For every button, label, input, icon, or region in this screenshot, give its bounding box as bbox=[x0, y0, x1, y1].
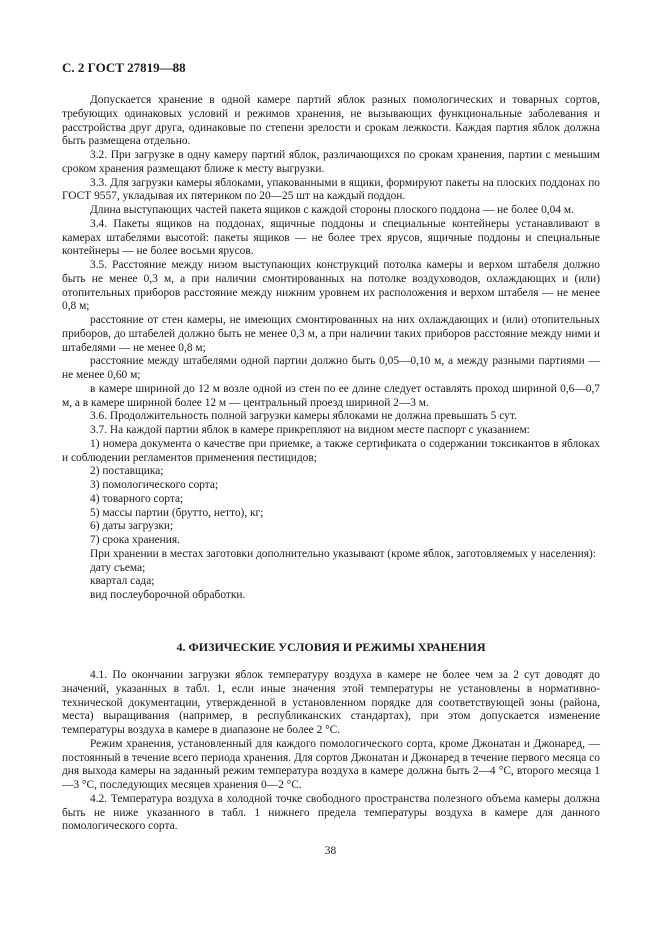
paragraph: 3.4. Пакеты ящиков на поддонах, ящичные поддоны и специальные контейнеры устанавливают в камерах штабелями высотой: пакеты ящиков — не более трех ярусов, ящичные поддоны и специальные контейнеры — не более восьми ярусов. bbox=[62, 217, 600, 258]
section-4-body bbox=[62, 669, 600, 834]
list-item: 4) товарного сорта; bbox=[90, 492, 184, 505]
paragraph: расстояние между штабелями одной партии должно быть 0,05—0,10 м, а между разными партиями — не менее 0,60 м; bbox=[62, 355, 600, 381]
section-3-body bbox=[62, 94, 600, 603]
paragraph: 3.5. Расстояние между низом выступающих конструкций потолка камеры и верхом штабеля должно быть не менее 0,3 м, а при наличии смонтированных на потолке воздуховодов, охлаждающих и (или) отопительных приборов расстояние между нижним уровнем их расположения и верхом штабеля — не менее 0,8 м; bbox=[62, 259, 600, 313]
paragraph: При хранении в местах заготовки дополнительно указывают (кроме яблок, заготовляемых у населения): bbox=[90, 547, 596, 560]
list-item: вид послеуборочной обработки. bbox=[90, 589, 246, 601]
section-4-title: 4. ФИЗИЧЕСКИЕ УСЛОВИЯ И РЕЖИМЫ ХРАНЕНИЯ bbox=[176, 640, 486, 654]
list-item: 2) поставщика; bbox=[90, 465, 164, 478]
list-item: 6) даты загрузки; bbox=[90, 520, 174, 533]
list-item: дату съема; bbox=[90, 561, 146, 574]
paragraph: расстояние от стен камеры, не имеющих смонтированных на них охлаждающих и (или) отопительных приборов, до штабелей должно быть не менее 0,3 м, а при наличии таких приборов расстояние между ними и штабелями — не менее 0,8 м; bbox=[62, 314, 600, 354]
paragraph: 4.1. По окончании загрузки яблок температуру воздуха в камере не более чем за 2 сут доводят до значений, указанных в табл. 1, если иные значения этой температуры не установлены в нормативно-технической документации, утвержденной в установленном порядке для соответствующей зоны (района, места) выращивания (например, в республиканских стандартах), при этом допускается изменение температуры воздуха в камере в диапазоне не более 2 °С. bbox=[62, 669, 600, 736]
page-header: С. 2 ГОСТ 27819—88 bbox=[62, 60, 186, 75]
paragraph: 3.7. На каждой партии яблок в камере прикрепляют на видном месте паспорт с указанием: bbox=[90, 424, 530, 436]
paragraph: Длина выступающих частей пакета ящиков с каждой стороны плоского поддона — не более 0,04 м. bbox=[90, 204, 574, 216]
paragraph: Режим хранения, установленный для каждого помологического сорта, кроме Джонатан и Джонаред, — постоянный в течение всего периода хранения. Для сортов Джонатан и Джонаред в течение первого месяца со дня выхода камеры на заданный режим температура воздуха в камере должна быть 2—4 °С, второго месяца 1—3 °С, последующих месяцев хранения 0—2 °С. bbox=[62, 737, 600, 791]
page-number: 38 bbox=[324, 845, 337, 857]
list-item: квартал сада; bbox=[90, 575, 155, 588]
paragraph: Допускается хранение в одной камере партий яблок разных помологических и товарных сортов, требующих одинаковых условий и режимов хранения, не вызывающих функциональные заболевания и расстройства друг друга, одинаковые по степени зрелости и срокам лежкости. Каждая партия яблок должна быть размещена отдельно. bbox=[62, 94, 600, 148]
paragraph: 3.2. При загрузке в одну камеру партий яблок, различающихся по срокам хранения, партии с меньшим сроком хранения размещают ближе к месту выгрузки. bbox=[62, 149, 600, 175]
list-item: 7) срока хранения. bbox=[90, 534, 180, 546]
paragraph: в камере шириной до 12 м возле одной из стен по ее длине следует оставлять проход шириной 0,6—0,7 м, а в камере шириной более 12 м — центральный проезд шириной 2—3 м. bbox=[62, 382, 600, 409]
paragraph: 3.3. Для загрузки камеры яблоками, упакованными в ящики, формируют пакеты на плоских поддонах по ГОСТ 9557, укладывая их пятериком по 20—25 шт на каждый поддон. bbox=[62, 176, 600, 203]
list-item: 3) помологического сорта; bbox=[90, 479, 219, 491]
list-item: 5) массы партии (брутто, нетто), кг; bbox=[90, 506, 264, 519]
paragraph: 1) номера документа о качестве при приемке, а также сертификата о содержании токсикантов в яблоках и соблюдении регламентов применения пестицидов; bbox=[62, 437, 600, 464]
paragraph: 4.2. Температура воздуха в холодной точке свободного пространства полезного объема камеры должна быть не ниже указанного в табл. 1 нижнего предела температуры воздуха в камере для данного помологического сорта. bbox=[62, 792, 600, 833]
paragraph: 3.6. Продолжительность полной загрузки камеры яблоками не должна превышать 5 сут. bbox=[90, 410, 517, 423]
